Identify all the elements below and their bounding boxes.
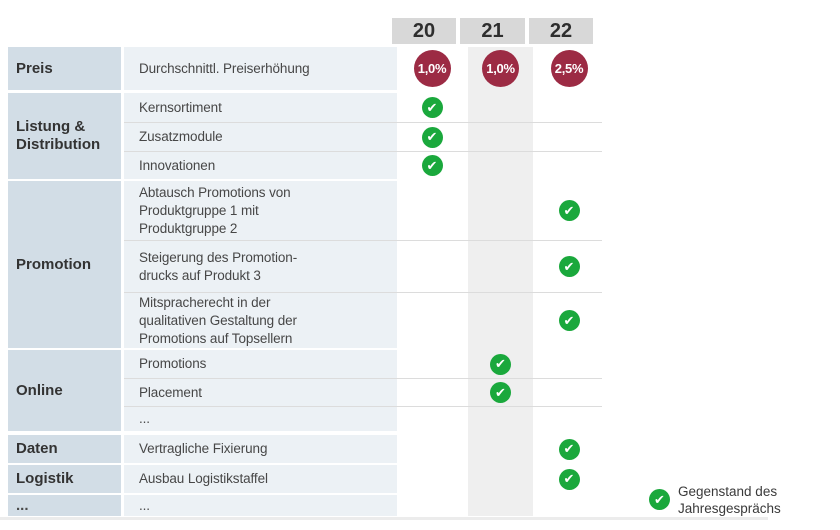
table-row — [124, 151, 602, 179]
row-label — [124, 407, 397, 431]
table-row — [124, 47, 602, 90]
category-cell: Logistik — [8, 465, 121, 493]
group-rows — [124, 47, 602, 90]
year-header-20: 20 — [392, 18, 456, 44]
table-row — [124, 292, 602, 348]
check-icon: ✔ — [559, 439, 580, 460]
category-cell: Listung & Distribution — [8, 93, 121, 179]
row-label — [124, 47, 397, 90]
cell-22 — [537, 465, 601, 493]
cell-20 — [400, 293, 464, 348]
table-group — [8, 181, 602, 348]
cell-21 — [468, 152, 533, 179]
check-icon: ✔ — [649, 489, 670, 510]
category-cell: Online — [8, 350, 121, 431]
row-label-line: Promotions auf Topsellern — [139, 330, 293, 346]
cell-20 — [400, 93, 464, 122]
check-icon: ✔ — [559, 310, 580, 331]
cell-20 — [400, 407, 464, 431]
cell-22 — [537, 379, 601, 406]
cell-21 — [468, 47, 533, 90]
cell-20 — [400, 123, 464, 151]
legend-label — [678, 483, 781, 517]
row-label — [124, 293, 397, 348]
row-label — [124, 241, 397, 292]
cell-21 — [468, 407, 533, 431]
cell-21 — [468, 435, 533, 463]
row-label-line: Produktgruppe 2 — [139, 220, 238, 236]
table-row — [124, 122, 602, 151]
cell-21 — [468, 93, 533, 122]
check-icon: ✔ — [490, 354, 511, 375]
cell-21 — [468, 465, 533, 493]
row-label — [124, 350, 397, 378]
row-label-line: Steigerung des Promotion- — [139, 249, 298, 265]
row-label-line: Abtausch Promotions von — [139, 184, 291, 200]
cell-21 — [468, 350, 533, 378]
row-label — [124, 152, 397, 179]
check-icon: ✔ — [422, 127, 443, 148]
cell-22 — [537, 407, 601, 431]
table-group — [8, 350, 602, 431]
legend-line-2: Jahresgesprächs — [678, 501, 781, 516]
table-row — [124, 240, 602, 292]
cell-20 — [400, 181, 464, 240]
table-bottom-shadow — [0, 517, 768, 520]
row-label-line: Zusatzmodule — [139, 129, 223, 144]
row-label-line: drucks auf Produkt 3 — [139, 267, 261, 283]
table-row — [124, 350, 602, 378]
row-label — [124, 93, 397, 122]
row-label-line: Mitspracherecht in der — [139, 294, 271, 310]
check-icon: ✔ — [559, 200, 580, 221]
check-icon: ✔ — [559, 469, 580, 490]
percent-badge: 1,0% — [414, 50, 451, 87]
row-label-line: Kernsortiment — [139, 99, 222, 115]
table-row — [124, 435, 602, 463]
cell-21 — [468, 123, 533, 151]
row-label — [124, 465, 397, 493]
check-icon: ✔ — [422, 97, 443, 118]
cell-22 — [537, 123, 601, 151]
row-label-line: Innovationen — [139, 157, 216, 173]
cell-20 — [400, 241, 464, 292]
cell-22 — [537, 241, 601, 292]
row-label-line: Placement — [139, 384, 202, 400]
cell-21 — [468, 181, 533, 240]
check-icon: ✔ — [422, 155, 443, 176]
table-row — [124, 495, 602, 516]
cell-20 — [400, 435, 464, 463]
cell-21 — [468, 379, 533, 406]
category-cell: Promotion — [8, 181, 121, 348]
cell-20 — [400, 47, 464, 90]
percent-badge: 2,5% — [551, 50, 588, 87]
table-group — [8, 47, 602, 90]
row-label — [124, 435, 397, 463]
cell-21 — [468, 293, 533, 348]
group-rows — [124, 435, 602, 463]
cell-22 — [537, 152, 601, 179]
cell-20 — [400, 495, 464, 516]
cell-22 — [537, 47, 601, 90]
group-rows — [124, 495, 602, 516]
group-rows — [124, 350, 602, 431]
table-group — [8, 435, 602, 463]
category-cell: Preis — [8, 47, 121, 90]
row-label — [124, 123, 397, 151]
row-label — [124, 495, 397, 516]
cell-21 — [468, 241, 533, 292]
cell-22 — [537, 181, 601, 240]
table-group — [8, 465, 602, 493]
table-row — [124, 93, 602, 122]
cell-22 — [537, 435, 601, 463]
cell-22 — [537, 293, 601, 348]
row-label-line: Durchschnittl. Preiserhöhung — [139, 60, 310, 76]
year-header-22: 22 — [529, 18, 593, 44]
cell-20 — [400, 152, 464, 179]
table-row — [124, 378, 602, 406]
table-group — [8, 495, 602, 516]
percent-badge: 1,0% — [482, 50, 519, 87]
cell-20 — [400, 350, 464, 378]
check-icon: ✔ — [559, 256, 580, 277]
cell-22 — [537, 350, 601, 378]
check-icon: ✔ — [490, 382, 511, 403]
row-label-line: Produktgruppe 1 mit — [139, 202, 259, 218]
legend — [649, 483, 781, 517]
row-label — [124, 379, 397, 406]
negotiation-matrix — [8, 47, 602, 516]
cell-20 — [400, 379, 464, 406]
row-label — [124, 181, 397, 240]
table-group — [8, 93, 602, 179]
year-header-21: 21 — [460, 18, 525, 44]
row-label-line: Ausbau Logistikstaffel — [139, 471, 268, 486]
row-label-line: ... — [139, 411, 150, 426]
row-label-line: ... — [139, 497, 150, 513]
table-row — [124, 406, 602, 431]
cell-22 — [537, 495, 601, 516]
cell-21 — [468, 495, 533, 516]
category-cell: Daten — [8, 435, 121, 463]
row-label-line: Promotions — [139, 356, 207, 371]
group-rows — [124, 465, 602, 493]
table-row — [124, 181, 602, 240]
group-rows — [124, 93, 602, 179]
row-label-line: qualitativen Gestaltung der — [139, 312, 297, 328]
cell-22 — [537, 93, 601, 122]
legend-line-1: Gegenstand des — [678, 484, 778, 499]
cell-20 — [400, 465, 464, 493]
row-label-line: Vertragliche Fixierung — [139, 441, 268, 456]
category-cell: ... — [8, 495, 121, 516]
group-rows — [124, 181, 602, 348]
table-row — [124, 465, 602, 493]
